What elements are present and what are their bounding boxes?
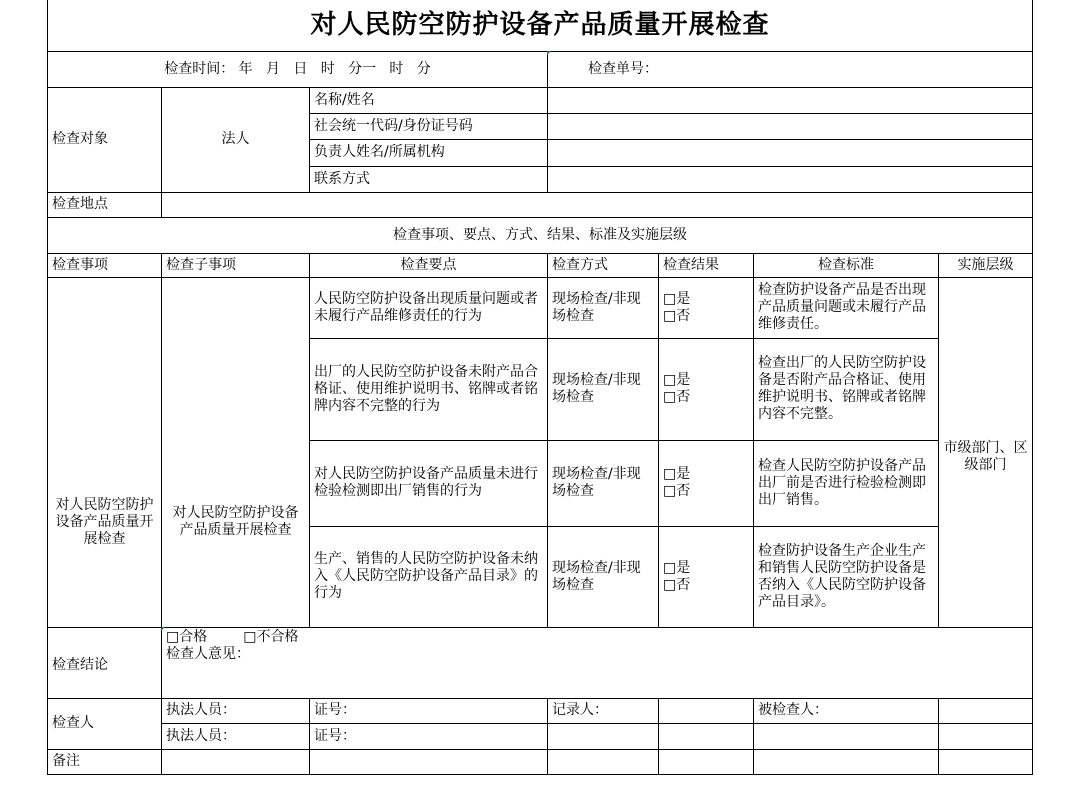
col-header-item: 检查事项 (48, 253, 162, 277)
cert-label-1: 证号： (310, 698, 548, 723)
row2-method: 现场检查/非现场检查 (548, 338, 659, 440)
row2-standard: 检查出厂的人民防空防护设备是否附产品合格证、使用维护说明书、铭牌或者铭牌内容不完整。 (754, 338, 939, 440)
check-time-placeholder: 年 月 日 时 分一 时 分 (238, 60, 431, 77)
subject-field-code: 社会统一代码/身份证号码 (310, 113, 548, 139)
row3-result-yes[interactable]: □是 (663, 466, 691, 482)
col-header-level: 实施层级 (939, 253, 1033, 277)
inspected-person-label: 被检查人： (754, 698, 939, 723)
row3-point: 对人民防空防护设备产品质量未进行检验检测即出厂销售的行为 (310, 440, 548, 526)
col-header-method: 检查方式 (548, 253, 659, 277)
subject-contact-value[interactable] (548, 166, 1033, 192)
remark-cell-6[interactable] (754, 749, 939, 774)
inspector-row2-cell-6[interactable] (939, 723, 1033, 749)
row4-result[interactable] (659, 526, 754, 627)
location-value[interactable] (162, 192, 1033, 217)
col-header-subitem: 检查子事项 (162, 253, 310, 277)
officer-label-1: 执法人员： (162, 698, 310, 723)
row4-point: 生产、销售的人民防空防护设备未纳入《人民防空防护设备产品目录》的行为 (310, 526, 548, 627)
row3-result[interactable] (659, 440, 754, 526)
inspection-form (47, 0, 1032, 781)
inspection-subitem: 对人民防空防护设备产品质量开展检查 (162, 277, 310, 627)
inspection-table (47, 0, 1033, 775)
conclusion-cell[interactable] (162, 627, 1033, 698)
check-time-label: 检查时间： (164, 60, 235, 77)
conclusion-label: 检查结论 (48, 627, 162, 698)
row3-method: 现场检查/非现场检查 (548, 440, 659, 526)
conclusion-options (166, 629, 1028, 646)
conclusion-pass[interactable]: □合格 (166, 628, 208, 645)
subject-principal-value[interactable] (548, 139, 1033, 166)
row1-result-yes[interactable]: □是 (663, 290, 691, 307)
remark-cell-3[interactable] (310, 749, 548, 774)
inspected-person-value[interactable] (939, 698, 1033, 723)
inspector-row2-cell-5[interactable] (754, 723, 939, 749)
inspector-label: 检查人 (48, 698, 162, 749)
inspector-opinion-label: 检查人意见： (166, 645, 250, 662)
check-number-cell[interactable] (548, 51, 1033, 87)
subject-field-principal: 负责人姓名/所属机构 (310, 139, 548, 166)
subject-field-contact: 联系方式 (310, 166, 548, 192)
subject-code-value[interactable] (548, 113, 1033, 139)
remark-cell-2[interactable] (162, 749, 310, 774)
col-header-standard: 检查标准 (754, 253, 939, 277)
inspection-item: 对人民防空防护设备产品质量开展检查 (48, 277, 162, 627)
row1-point: 人民防空防护设备出现质量问题或者未履行产品维修责任的行为 (310, 277, 548, 338)
row4-result-no[interactable]: □否 (663, 576, 691, 593)
row3-result-no[interactable]: □否 (663, 483, 691, 499)
subject-name-value[interactable] (548, 87, 1033, 113)
form-title: 对人民防空防护设备产品质量开展检查 (48, 0, 1033, 51)
recorder-label: 记录人： (548, 698, 659, 723)
location-label: 检查地点 (48, 192, 162, 217)
remark-cell-7[interactable] (939, 749, 1033, 774)
implementation-level: 市级部门、区级部门 (939, 277, 1033, 627)
section-title: 检查事项、要点、方式、结果、标准及实施层级 (48, 217, 1033, 253)
col-header-result: 检查结果 (659, 253, 754, 277)
row2-result-no[interactable]: □否 (663, 389, 691, 405)
row3-standard: 检查人民防空防护设备产品出厂前是否进行检验检测即出厂销售。 (754, 440, 939, 526)
officer-label-2: 执法人员： (162, 723, 310, 749)
row1-standard: 检查防护设备产品是否出现产品质量问题或未履行产品维修责任。 (754, 277, 939, 338)
row4-result-yes[interactable]: □是 (663, 559, 691, 576)
row2-result-yes[interactable]: □是 (663, 372, 691, 388)
cell-comment-marker (161, 627, 165, 631)
inspector-row2-cell-3[interactable] (548, 723, 659, 749)
subject-field-name: 名称/姓名 (310, 87, 548, 113)
remark-cell-5[interactable] (659, 749, 754, 774)
subject-type: 法人 (162, 87, 310, 192)
row1-result[interactable] (659, 277, 754, 338)
cert-label-2: 证号： (310, 723, 548, 749)
subject-label: 检查对象 (48, 87, 162, 192)
row4-standard: 检查防护设备生产企业生产和销售人民防空防护设备是否纳入《人民防空防护设备产品目录》。 (754, 526, 939, 627)
remark-cell-4[interactable] (548, 749, 659, 774)
cell-comment-marker (547, 51, 551, 55)
row1-method: 现场检查/非现场检查 (548, 277, 659, 338)
row4-method: 现场检查/非现场检查 (548, 526, 659, 627)
row1-result-no[interactable]: □否 (663, 307, 691, 324)
remark-label: 备注 (48, 749, 162, 774)
conclusion-fail[interactable]: □不合格 (243, 628, 299, 645)
check-time-cell[interactable] (48, 51, 548, 87)
col-header-point: 检查要点 (310, 253, 548, 277)
inspector-row2-cell-4[interactable] (659, 723, 754, 749)
check-number-label: 检查单号： (588, 60, 658, 77)
row2-point: 出厂的人民防空防护设备未附产品合格证、使用维护说明书、铭牌或者铭牌内容不完整的行为 (310, 338, 548, 440)
recorder-value[interactable] (659, 698, 754, 723)
row2-result[interactable] (659, 338, 754, 440)
